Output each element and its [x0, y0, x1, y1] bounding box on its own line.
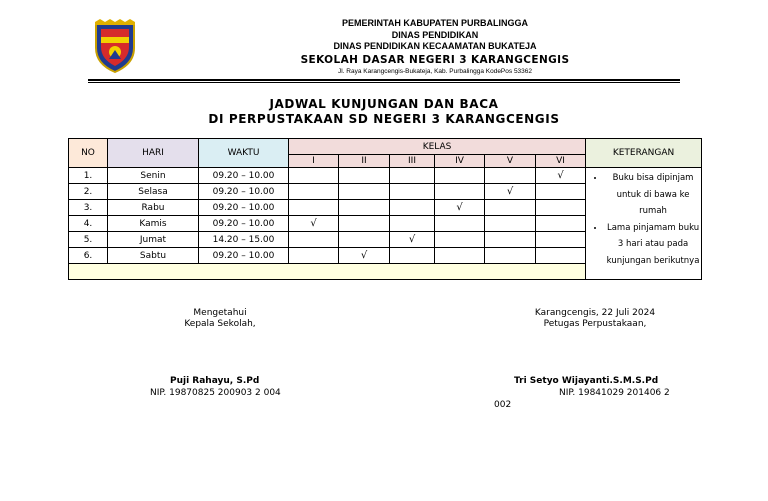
cell-no: 3. — [69, 200, 108, 216]
cell-class-5 — [485, 216, 536, 232]
cell-no: 1. — [69, 168, 108, 184]
cell-class-6 — [536, 248, 586, 264]
cell-waktu: 09.20 – 10.00 — [199, 168, 289, 184]
cell-class-5 — [485, 248, 536, 264]
title-line-1: JADWAL KUNJUNGAN DAN BACA — [269, 97, 499, 111]
note-item: • Lama pinjamam buku 3 hari atau pada kunjungan berikutnya — [605, 220, 701, 270]
header-no: NO — [69, 139, 108, 168]
cell-class-5 — [485, 232, 536, 248]
check-mark: √ — [456, 202, 463, 213]
cell-no: 5. — [69, 232, 108, 248]
note-item: • Buku bisa dipinjam untuk di bawa ke rumah — [605, 170, 701, 220]
headmaster-name: Puji Rahayu, S.Pd — [170, 376, 260, 386]
cell-class-5 — [485, 200, 536, 216]
header-class-4: IV — [435, 155, 485, 168]
cell-class-4 — [435, 168, 485, 184]
cell-class-5 — [485, 184, 536, 200]
cell-class-3 — [390, 168, 435, 184]
cell-class-1 — [289, 200, 339, 216]
signature-block-right — [500, 308, 690, 330]
cell-class-6 — [536, 184, 586, 200]
cell-no: 2. — [69, 184, 108, 200]
cell-class-6 — [536, 216, 586, 232]
cell-class-1 — [289, 248, 339, 264]
cell-class-4 — [435, 216, 485, 232]
cell-class-4 — [435, 248, 485, 264]
header-class-2: II — [339, 155, 390, 168]
cell-hari: Rabu — [108, 200, 199, 216]
check-mark: √ — [408, 234, 416, 245]
letterhead — [300, 18, 570, 76]
cell-class-4 — [435, 232, 485, 248]
school-name: SEKOLAH DASAR NEGERI 3 KARANGCENGIS — [300, 53, 570, 66]
signature-block-left — [150, 308, 290, 330]
cell-waktu: 09.20 – 10.00 — [199, 248, 289, 264]
cell-class-3 — [390, 184, 435, 200]
cell-waktu: 14.20 – 15.00 — [199, 232, 289, 248]
header-keterangan: KETERANGAN — [586, 139, 702, 168]
cell-class-1 — [289, 232, 339, 248]
cell-waktu: 09.20 – 10.00 — [199, 216, 289, 232]
cell-class-2 — [339, 216, 390, 232]
librarian-name: Tri Setyo Wijayanti.S.M.S.Pd — [514, 376, 659, 386]
check-mark: √ — [310, 218, 317, 229]
right-sign-line-1: Karangcengis, 22 Juli 2024 — [534, 308, 656, 318]
cell-hari: Senin — [108, 168, 199, 184]
header-waktu: WAKTU — [199, 139, 289, 168]
header-class-5: V — [485, 155, 536, 168]
letterhead-line-1: PEMERINTAH KABUPATEN PURBALINGGA — [342, 18, 528, 28]
check-mark: √ — [360, 250, 368, 261]
regency-crest-logo — [92, 18, 138, 74]
letterhead-rule-thick — [88, 79, 680, 81]
check-mark: √ — [557, 170, 564, 181]
check-mark: √ — [506, 186, 514, 197]
header-class-1: I — [289, 155, 339, 168]
cell-class-4 — [435, 200, 485, 216]
schedule-body — [69, 168, 702, 280]
table-row — [69, 168, 702, 184]
cell-class-2 — [339, 168, 390, 184]
cell-class-3 — [390, 248, 435, 264]
cell-waktu: 09.20 – 10.00 — [199, 184, 289, 200]
left-sign-line-1: Mengetahui — [193, 308, 247, 318]
header-class-3: III — [390, 155, 435, 168]
footer-fill — [69, 264, 586, 280]
schedule-table — [68, 138, 702, 280]
cell-class-2 — [339, 200, 390, 216]
cell-class-4 — [435, 184, 485, 200]
header-hari: HARI — [108, 139, 199, 168]
document-title — [150, 97, 618, 127]
cell-class-3 — [390, 232, 435, 248]
cell-class-3 — [390, 216, 435, 232]
cell-class-1 — [289, 168, 339, 184]
cell-class-6 — [536, 200, 586, 216]
letterhead-rule-thin — [88, 82, 680, 83]
cell-hari: Sabtu — [108, 248, 199, 264]
letterhead-line-2: DINAS PENDIDIKAN — [391, 29, 479, 40]
keterangan-notes — [586, 168, 702, 280]
cell-class-2 — [339, 248, 390, 264]
cell-class-3 — [390, 200, 435, 216]
cell-no: 6. — [69, 248, 108, 264]
cell-class-2 — [339, 232, 390, 248]
header-class-6: VI — [536, 155, 586, 168]
librarian-nip: NIP. 19841029 201406 2 — [559, 388, 670, 398]
cell-class-5 — [485, 168, 536, 184]
cell-class-6 — [536, 232, 586, 248]
title-line-2: DI PERPUSTAKAAN SD NEGERI 3 KARANGCENGIS — [208, 112, 560, 126]
letterhead-line-3: DINAS PENDIDIKAN KECAAMATAN BUKATEJA — [333, 41, 537, 51]
cell-class-1 — [289, 184, 339, 200]
cell-hari: Kamis — [108, 216, 199, 232]
right-sign-line-2: Petugas Perpustakaan, — [543, 319, 647, 329]
cell-class-6 — [536, 168, 586, 184]
school-address: Jl. Raya Karangcengis-Bukateja, Kab. Purbalingga KodePos 53362 — [337, 67, 533, 75]
cell-class-1 — [289, 216, 339, 232]
header-kelas: KELAS — [289, 139, 586, 155]
cell-hari: Jumat — [108, 232, 199, 248]
headmaster-nip: NIP. 19870825 200903 2 004 — [150, 388, 281, 398]
cell-hari: Selasa — [108, 184, 199, 200]
cell-class-2 — [339, 184, 390, 200]
left-sign-line-2: Kepala Sekolah, — [184, 319, 256, 329]
librarian-nip-continued: 002 — [494, 400, 512, 410]
cell-no: 4. — [69, 216, 108, 232]
cell-waktu: 09.20 – 10.00 — [199, 200, 289, 216]
